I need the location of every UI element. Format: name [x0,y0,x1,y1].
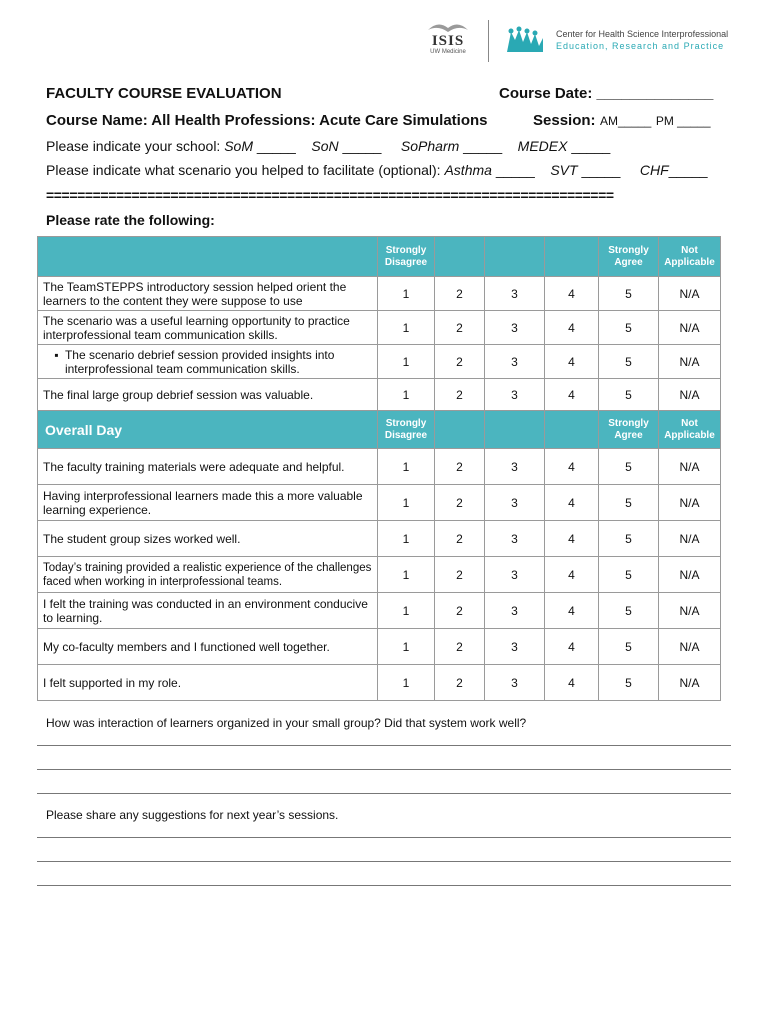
rating-1[interactable]: 1 [378,345,435,379]
rating-na[interactable]: N/A [659,311,721,345]
header-blank-cell [38,237,378,277]
rating-2[interactable]: 2 [435,485,485,521]
rating-1[interactable]: 1 [378,277,435,311]
rating-2[interactable]: 2 [435,593,485,629]
question-text: I felt the training was conducted in an environment conducive to learning. [38,593,378,629]
scenario-label: Please indicate what scenario you helped to facilitate (optional): [46,162,441,178]
logo-divider [488,20,489,62]
question-text: Today’s training provided a realistic experience of the challenges faced when working in interprofessional teams. [38,557,378,593]
rating-3[interactable]: 3 [485,629,545,665]
rating-3[interactable]: 3 [485,665,545,701]
header-cell-2 [435,411,485,449]
center-name-line2: Education, Research and Practice [556,41,725,51]
table-row [38,557,721,593]
rating-3[interactable]: 3 [485,521,545,557]
rating-1[interactable]: 1 [378,629,435,665]
answer-line[interactable] [37,837,731,838]
rating-na[interactable]: N/A [659,521,721,557]
people-group-icon [505,26,545,54]
rating-5[interactable]: 5 [599,449,659,485]
rating-3[interactable]: 3 [485,449,545,485]
header-cell-4 [545,237,599,277]
rating-na[interactable]: N/A [659,449,721,485]
scenario-svt: SVT [550,162,578,178]
table-row [38,665,721,701]
rating-1[interactable]: 1 [378,593,435,629]
rating-1[interactable]: 1 [378,379,435,411]
answer-line[interactable] [37,769,731,770]
rating-1[interactable]: 1 [378,449,435,485]
question-text: My co-faculty members and I functioned well together. [38,629,378,665]
answer-line[interactable] [37,861,731,862]
header-cell-3 [485,411,545,449]
table-row [38,449,721,485]
scenario-asthma-blank[interactable]: _____ [495,162,535,178]
not-applicable-header: Not Applicable [659,237,721,277]
question-text: ▪ The scenario debrief session provided insights into interprofessional team communication skills. [38,345,378,379]
header-cell-3 [485,237,545,277]
scenario-svt-blank[interactable]: _____ [581,162,621,178]
table-row [38,277,721,311]
answer-line[interactable] [37,885,731,886]
rating-3[interactable]: 3 [485,557,545,593]
rating-4[interactable]: 4 [545,449,599,485]
rating-3[interactable]: 3 [485,379,545,411]
rating-5[interactable]: 5 [599,485,659,521]
rating-2[interactable]: 2 [435,665,485,701]
scenario-chf-blank[interactable]: _____ [668,162,708,178]
wing-icon [426,20,470,34]
rating-1[interactable]: 1 [378,665,435,701]
header-cell-2 [435,237,485,277]
rating-4[interactable]: 4 [545,345,599,379]
rating-5[interactable]: 5 [599,311,659,345]
scenario-chf: CHF [639,162,669,178]
strongly-agree-header: Strongly Agree [599,411,659,449]
school-line [46,138,610,154]
session-field[interactable] [533,112,711,130]
question-1-prompt: How was interaction of learners organized in your small group? Did that system work well? [46,716,527,730]
school-som: SoM [224,138,254,154]
session-am: AM_____ [599,114,652,128]
course-date-label: Course Date: [499,85,593,102]
rating-2[interactable]: 2 [435,311,485,345]
rating-4[interactable]: 4 [545,593,599,629]
overall-day-header-row [38,411,721,449]
question-text: The final large group debrief session was valuable. [38,379,378,411]
school-son: SoN [311,138,339,154]
question-text: The scenario was a useful learning opportunity to practice interprofessional team communication skills. [38,311,378,345]
table-row [38,485,721,521]
rating-na[interactable]: N/A [659,345,721,379]
rating-na[interactable]: N/A [659,665,721,701]
center-name-line1: Center for Health Science Interprofessional [556,29,729,39]
rating-na[interactable]: N/A [659,557,721,593]
school-sopharm-blank[interactable]: _____ [463,138,503,154]
rating-2[interactable]: 2 [435,521,485,557]
rating-3[interactable]: 3 [485,311,545,345]
scenario-asthma: Asthma [444,162,492,178]
course-date-blank: ______________ [596,85,714,102]
rating-2[interactable]: 2 [435,629,485,665]
rating-5[interactable]: 5 [599,521,659,557]
table-row [38,311,721,345]
question-text: I felt supported in my role. [38,665,378,701]
answer-line[interactable] [37,745,731,746]
school-som-blank[interactable]: _____ [256,138,296,154]
school-son-blank[interactable]: _____ [342,138,382,154]
rating-3[interactable]: 3 [485,345,545,379]
rating-1[interactable]: 1 [378,521,435,557]
rating-4[interactable]: 4 [545,665,599,701]
strongly-agree-header: Strongly Agree [599,237,659,277]
course-date-field[interactable] [499,85,713,102]
scale-header-row [38,237,721,277]
uw-medicine-text: UW Medicine [430,49,466,55]
table-row [38,629,721,665]
rating-3[interactable]: 3 [485,485,545,521]
isis-logo [418,20,478,62]
table-row [38,593,721,629]
rating-5[interactable]: 5 [599,665,659,701]
table-row [38,521,721,557]
rating-2[interactable]: 2 [435,379,485,411]
school-label: Please indicate your school: [46,138,221,154]
table-row [38,379,721,411]
rating-na[interactable]: N/A [659,277,721,311]
rating-4[interactable]: 4 [545,629,599,665]
question-text: The TeamSTEPPS introductory session helped orient the learners to the content they were suppose to use [38,277,378,311]
course-name: Course Name: All Health Professions: Acute Care Simulations [46,112,488,129]
form-title: FACULTY COURSE EVALUATION [46,85,282,102]
rating-2[interactable]: 2 [435,449,485,485]
rating-2[interactable]: 2 [435,277,485,311]
rating-na[interactable]: N/A [659,379,721,411]
rating-5[interactable]: 5 [599,593,659,629]
separator-line: ========================================================================= [46,187,614,203]
question-text: Having interprofessional learners made this a more valuable learning experience. [38,485,378,521]
session-label: Session: [533,112,596,129]
school-medex: MEDEX [517,138,568,154]
table-row [38,345,721,379]
question-text: The faculty training materials were adequate and helpful. [38,449,378,485]
rating-5[interactable]: 5 [599,277,659,311]
question-text: The student group sizes worked well. [38,521,378,557]
rating-na[interactable]: N/A [659,629,721,665]
scenario-line [46,162,708,178]
rating-1[interactable]: 1 [378,557,435,593]
rating-5[interactable]: 5 [599,379,659,411]
rating-4[interactable]: 4 [545,557,599,593]
rating-4[interactable]: 4 [545,277,599,311]
rate-heading: Please rate the following: [46,212,215,228]
session-pm: PM _____ [655,114,711,128]
rating-na[interactable]: N/A [659,593,721,629]
rating-4[interactable]: 4 [545,521,599,557]
rating-5[interactable]: 5 [599,345,659,379]
strongly-disagree-header: Strongly Disagree [378,237,435,277]
school-medex-blank[interactable]: _____ [571,138,611,154]
rating-2[interactable]: 2 [435,557,485,593]
rating-na[interactable]: N/A [659,485,721,521]
rating-1[interactable]: 1 [378,311,435,345]
strongly-disagree-header: Strongly Disagree [378,411,435,449]
rating-5[interactable]: 5 [599,557,659,593]
header-cell-4 [545,411,599,449]
rating-5[interactable]: 5 [599,629,659,665]
not-applicable-header: Not Applicable [659,411,721,449]
answer-line[interactable] [37,793,731,794]
rating-3[interactable]: 3 [485,593,545,629]
rating-3[interactable]: 3 [485,277,545,311]
rating-4[interactable]: 4 [545,311,599,345]
rating-table-1 [37,236,721,701]
rating-2[interactable]: 2 [435,345,485,379]
overall-day-title: Overall Day [38,411,378,449]
bullet-icon: ▪ [54,347,59,362]
isis-text: ISIS [431,33,465,49]
question-2-prompt: Please share any suggestions for next year’s sessions. [46,808,339,822]
school-sopharm: SoPharm [400,138,460,154]
rating-4[interactable]: 4 [545,379,599,411]
rating-1[interactable]: 1 [378,485,435,521]
rating-4[interactable]: 4 [545,485,599,521]
